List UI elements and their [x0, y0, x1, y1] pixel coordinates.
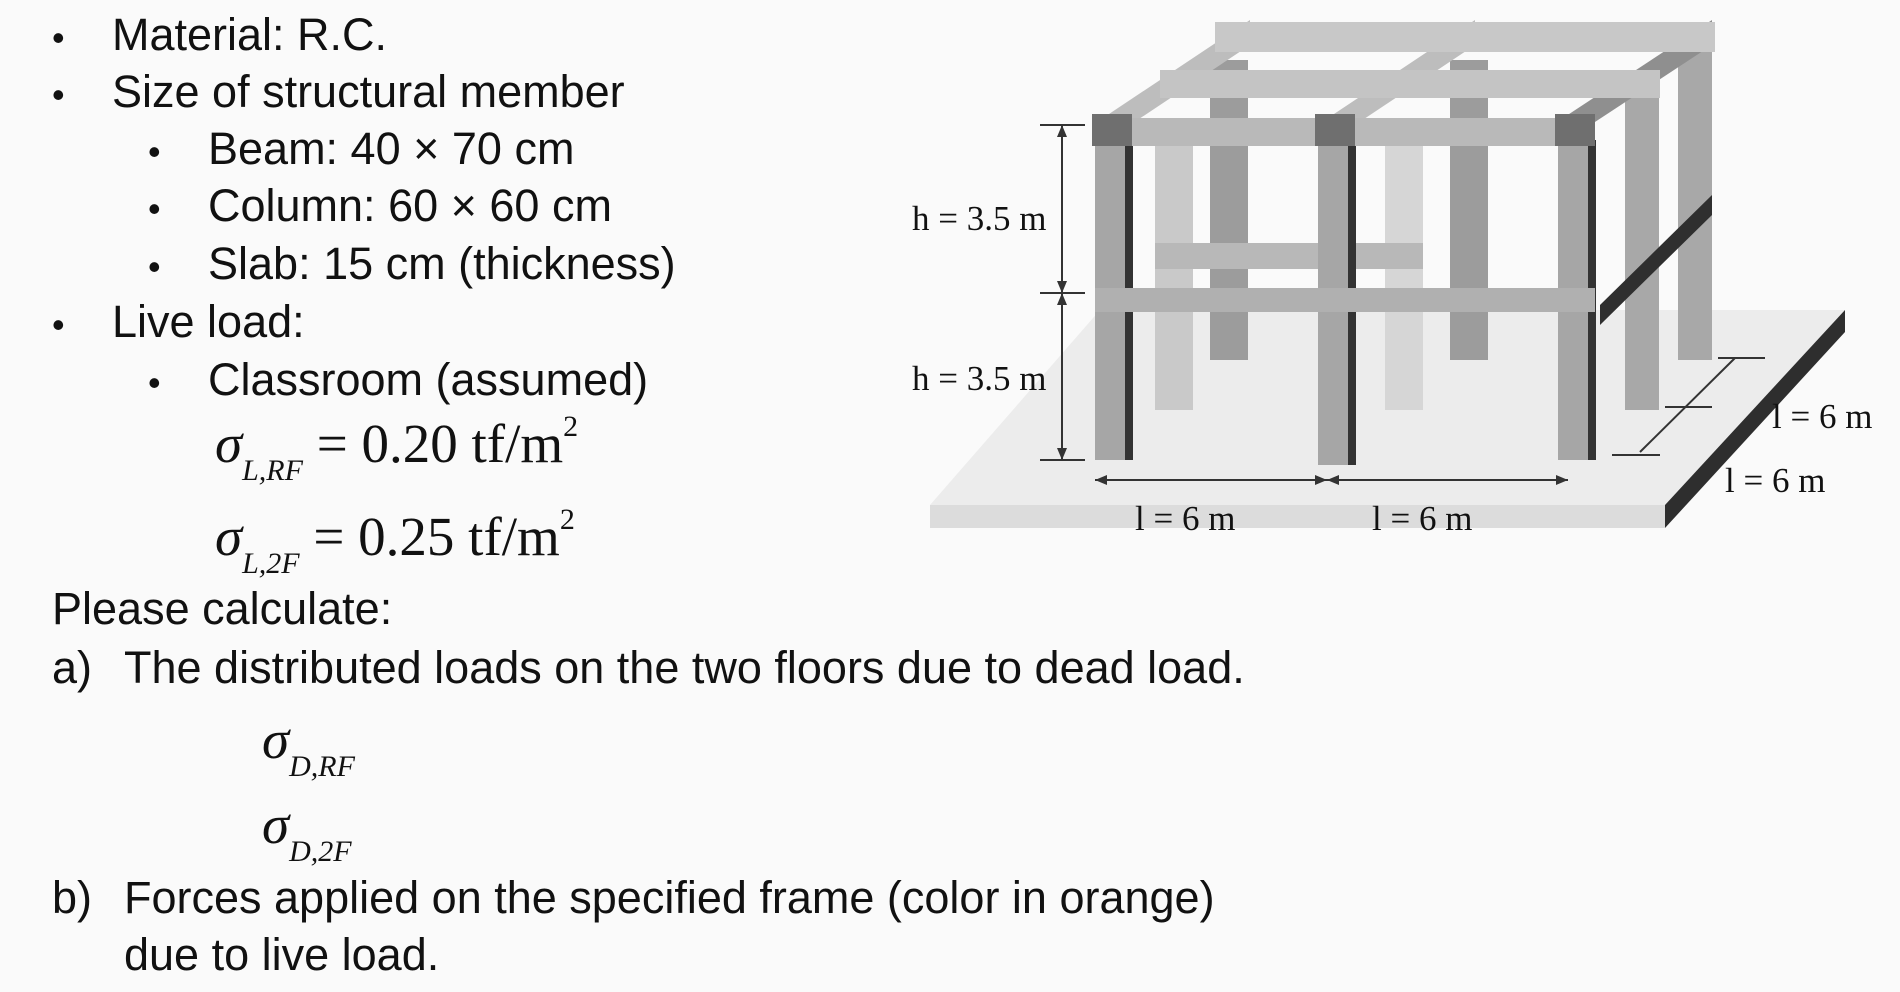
ground-slab-front-edge — [930, 505, 1665, 528]
slab-text: Slab: 15 cm (thickness) — [208, 238, 676, 289]
bullet-dot: • — [148, 246, 161, 287]
equation-live-2f — [215, 505, 575, 579]
back-column — [1678, 40, 1712, 360]
eq-superscript: 2 — [559, 503, 575, 536]
back-column — [1155, 130, 1193, 410]
item-b-marker: b) — [52, 872, 93, 923]
item-b-text-line1: Forces applied on the specified frame (color in orange) — [124, 872, 1215, 923]
dim-arrow — [1057, 281, 1067, 293]
dim-label-h-lower: h = 3.5 m — [912, 359, 1047, 398]
bullet-dot: • — [52, 17, 65, 58]
eq-subscript: D,2F — [289, 835, 352, 868]
sigma-symbol: σ — [262, 794, 290, 855]
column-text: Column: 60 × 60 cm — [208, 180, 612, 231]
roof-joint — [1092, 114, 1132, 146]
back-column — [1625, 80, 1659, 410]
eq-superscript: 2 — [563, 410, 579, 443]
classroom-text: Classroom (assumed) — [208, 354, 649, 405]
live-load-heading: Live load: — [112, 296, 305, 347]
roof-joint — [1555, 114, 1595, 146]
eq-subscript: D,RF — [289, 750, 355, 783]
bullet-dot: • — [52, 304, 65, 345]
roof-beam-mid — [1160, 70, 1660, 98]
dim-label-l-side-lower: l = 6 m — [1725, 461, 1826, 500]
dim-arrow — [1057, 125, 1067, 137]
dim-label-l-front-right: l = 6 m — [1372, 499, 1473, 538]
dim-label-h-upper: h = 3.5 m — [912, 199, 1047, 238]
bullet-dot: • — [52, 74, 65, 115]
eq-rhs: = 0.20 tf/m — [316, 413, 564, 474]
bullet-dot: • — [148, 131, 161, 172]
sigma-symbol: σ — [215, 506, 243, 567]
eq-subscript: L,2F — [242, 547, 300, 580]
eq-subscript: L,RF — [242, 454, 303, 487]
material-text: Material: R.C. — [112, 9, 388, 60]
size-heading: Size of structural member — [112, 66, 625, 117]
beam-text: Beam: 40 × 70 cm — [208, 123, 575, 174]
sigma-symbol: σ — [262, 709, 290, 770]
bullet-dot: • — [148, 362, 161, 403]
item-a-text: The distributed loads on the two floors due to dead load. — [124, 642, 1245, 693]
bullet-dot: • — [148, 188, 161, 229]
item-a-marker: a) — [52, 642, 93, 693]
floor-beam-front — [1095, 288, 1595, 312]
dim-label-l-front-left: l = 6 m — [1135, 499, 1236, 538]
equation-live-rf — [215, 412, 578, 486]
dim-label-l-side-upper: l = 6 m — [1772, 397, 1873, 436]
equation-dead-rf — [262, 709, 355, 783]
sigma-symbol: σ — [215, 413, 243, 474]
calculate-heading: Please calculate: — [52, 583, 393, 634]
item-b-text-line2: due to live load. — [124, 929, 440, 980]
structural-frame-figure — [900, 0, 1900, 560]
roof-joint — [1315, 114, 1355, 146]
dim-arrow — [1057, 293, 1067, 305]
floor-beam-back — [1155, 243, 1423, 269]
equation-dead-2f — [262, 794, 352, 868]
back-column — [1450, 60, 1488, 360]
roof-beam-back — [1215, 22, 1715, 52]
back-column — [1210, 60, 1248, 360]
eq-rhs: = 0.25 tf/m — [313, 506, 560, 567]
back-column — [1385, 130, 1423, 410]
